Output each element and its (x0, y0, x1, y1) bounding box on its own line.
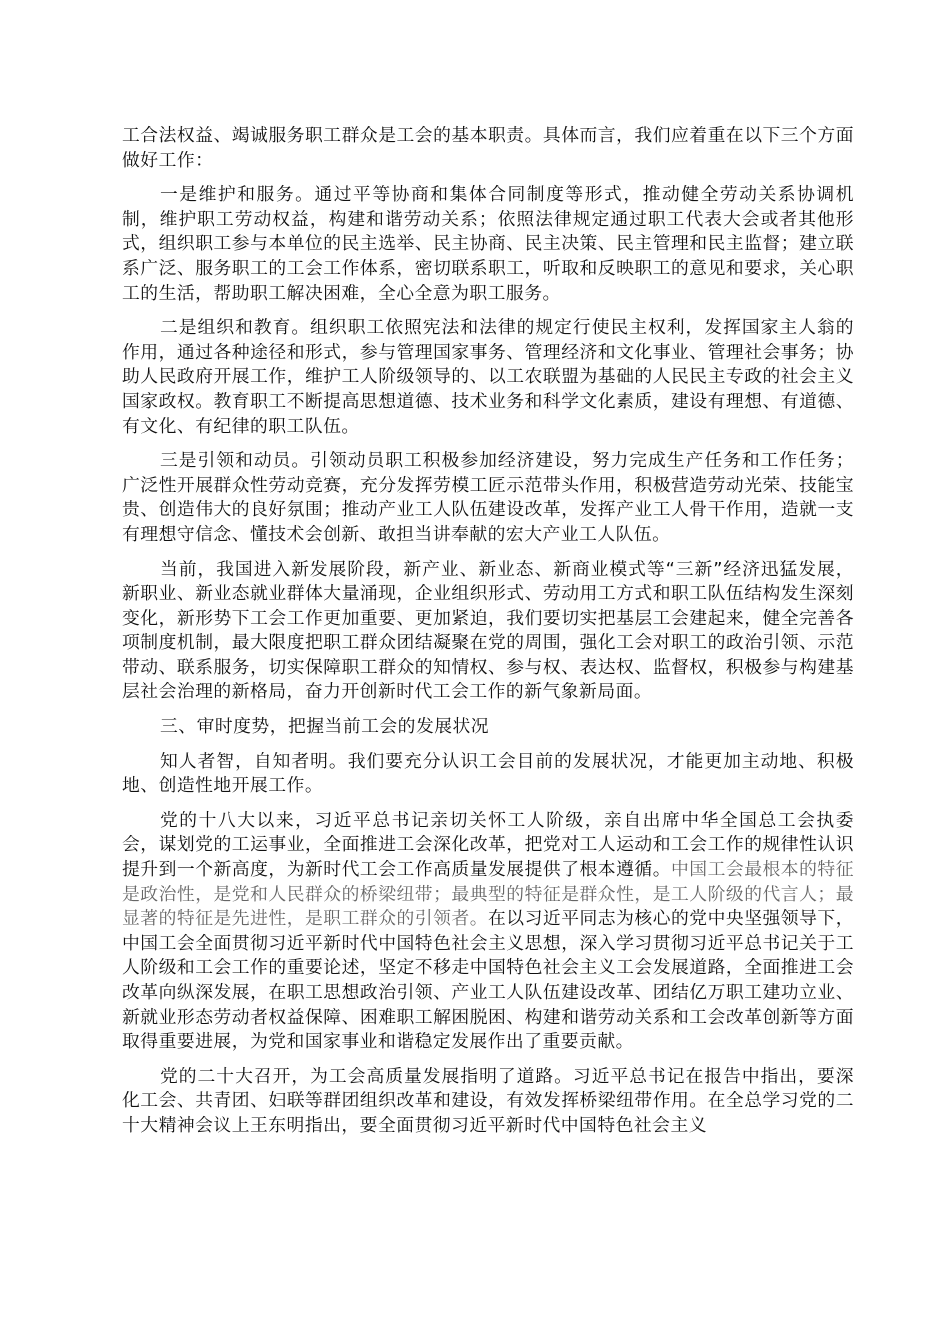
paragraph-text: 三是引领和动员。引领动员职工积极参加经济建设，努力完成生产任务和工作任务；广泛性开展群众性劳动竞赛，充分发挥劳模工匠示范带头作用，积极营造劳动光荣、技能宝贵、创造伟大的良好氛围；推动产业工人队伍建设改革，发挥产业工人骨干作用，造就一支有理想守信念、懂技术会创新、敢担当讲奉献的宏大产业工人队伍。 (122, 450, 854, 545)
paragraph-text: 党的十八大以来，习近平总书记亲切关怀工人阶级，亲自出席中华全国总工会执委会，谋划党的工运事业，全面推进工会深化改革，把党对工人运动和工会工作的规律性认识提升到一个新高度，为新时代工会工作高质量发展提供了根本遵循。 (122, 809, 854, 881)
paragraph-text: 二是组织和教育。组织职工依照宪法和法律的规定行使民主权利，发挥国家主人翁的作用，通过各种途径和形式，参与管理国家事务、管理经济和文化事业、管理社会事务；协助人民政府开展工作，维护工人阶级领导的、以工农联盟为基础的人民民主专政的社会主义国家政权。教育职工不断提高思想道德、技术业务和科学文化素质，建设有理想、有道德、有文化、有纪律的职工队伍。 (122, 317, 854, 437)
paragraph (122, 558, 854, 706)
paragraph-text: 工合法权益、竭诚服务职工群众是工会的基本职责。具体而言，我们应着重在以下三个方面做好工作： (122, 125, 854, 171)
paragraph-text: 知人者智，自知者明。我们要充分认识工会目前的发展状况，才能更加主动地、积极地、创造性地开展工作。 (122, 750, 854, 797)
paragraph (122, 750, 854, 799)
paragraph (122, 809, 854, 1055)
document-body (122, 124, 854, 1149)
paragraph (122, 1065, 854, 1139)
section-heading-text: 三、审时度势，把握当前工会的发展状况 (160, 716, 490, 738)
paragraph (122, 183, 854, 306)
paragraph (122, 449, 854, 547)
section-heading (122, 715, 854, 740)
paragraph-text: 党的二十大召开，为工会高质量发展指明了道路。习近平总书记在报告中指出，要深化工会、共青团、妇联等群团组织改革和建设，有效发挥桥梁纽带作用。在全总学习党的二十大精神会议上王东明指出，要全面贯彻习近平新时代中国特色社会主义 (122, 1065, 854, 1136)
paragraph (122, 316, 854, 439)
paragraph-text: 一是维护和服务。通过平等协商和集体合同制度等形式，推动健全劳动关系协调机制，维护职工劳动权益，构建和谐劳动关系；依照法律规定通过职工代表大会或者其他形式，组织职工参与本单位的民主选举、民主协商、民主决策、民主管理和民主监督；建立联系广泛、服务职工的工会工作体系，密切联系职工，听取和反映职工的意见和要求，关心职工的生活，帮助职工解决困难，全心全意为职工服务。 (122, 184, 854, 304)
paragraph-highlighted-text: 中国工会最根本的特征是政治性，是党和人民群众的桥梁纽带；最典型的特征是群众性，是工人阶级的代言人；最显著的特征是先进性，是职工群众的引领者。 (122, 859, 854, 930)
paragraph (122, 124, 854, 173)
paragraph-text: 当前，我国进入新发展阶段，新产业、新业态、新商业模式等“三新”经济迅猛发展，新职业、新业态就业群体大量涌现，企业组织形式、劳动用工方式和职工队伍结构发生深刻变化，新形势下工会工作更加重要、更加紧迫，我们要切实把基层工会建起来，健全完善各项制度机制，最大限度把职工群众团结凝聚在党的周围，强化工会对职工的政治引领、示范带动、联系服务，切实保障职工群众的知情权、参与权、表达权、监督权，积极参与构建基层社会治理的新格局，奋力开创新时代工会工作的新气象新局面。 (122, 558, 854, 703)
paragraph-text: 在以习近平同志为核心的党中央坚强领导下，中国工会全面贯彻习近平新时代中国特色社会主义思想，深入学习贯彻习近平总书记关于工人阶级和工会工作的重要论述，坚定不移走中国特色社会主义工会发展道路，全面推进工会改革向纵深发展，在职工思想政治引领、产业工人队伍建设改革、团结亿万职工建功立业、新就业形态劳动者权益保障、困难职工解困脱困、构建和谐劳动关系和工会改革创新等方面取得重要进展，为党和国家事业和谐稳定发展作出了重要贡献。 (122, 908, 854, 1053)
